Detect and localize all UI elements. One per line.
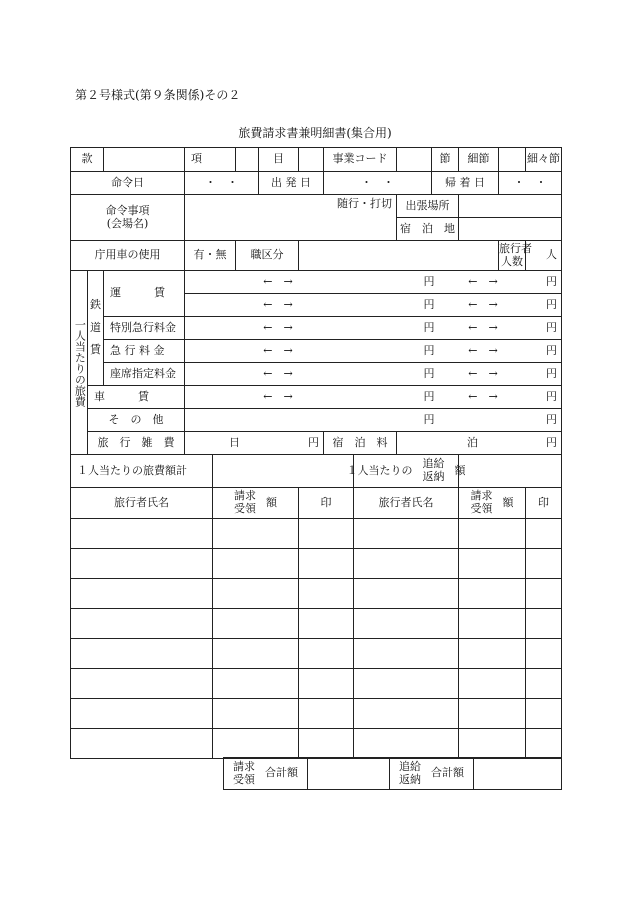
departure-field[interactable]: ・ ・ <box>324 172 432 195</box>
adjust-total-field[interactable] <box>474 758 562 790</box>
footer-totals-row <box>224 758 562 790</box>
list-header-row <box>71 488 562 519</box>
jigyo-code-field[interactable] <box>397 148 432 172</box>
setsu-label: 節 <box>432 148 459 172</box>
traveler-row <box>71 669 562 699</box>
seat-line[interactable]: ← → 円 ← → 円 <box>185 363 562 386</box>
form-reference: 第２号様式(第９条関係)その２ <box>75 88 241 102</box>
misc-label: 旅 行 雑 費 <box>88 432 185 455</box>
travelers-count-label <box>499 241 532 271</box>
footer-totals-table <box>223 757 562 790</box>
rail-label <box>88 271 104 386</box>
misc-lodging-row <box>71 432 562 455</box>
moku-label: 目 <box>259 148 299 172</box>
seat-row <box>71 363 562 386</box>
seal-header-right: 印 <box>526 488 562 519</box>
order-date-label: 命令日 <box>71 172 185 195</box>
car-fare-label: 車 賃 <box>88 386 185 409</box>
moku-field[interactable] <box>299 148 324 172</box>
express-line[interactable]: ← → 円 ← → 円 <box>185 317 562 340</box>
per-person-adjust-field[interactable] <box>459 455 562 488</box>
order-date-field[interactable]: ・ ・ <box>185 172 259 195</box>
section-field[interactable] <box>299 241 499 271</box>
lodging-place-field[interactable] <box>459 218 562 241</box>
car-fare-line[interactable]: ← → 円 ← → 円 <box>185 386 562 409</box>
order-row <box>71 195 562 218</box>
rail-char-3: 賃 <box>90 343 101 357</box>
order-matter-text: 命令事項 <box>105 203 150 217</box>
adjust-total-label: 追給 返納 合計額 <box>390 758 474 790</box>
main-form-table <box>70 147 562 759</box>
return-label: 帰 着 日 <box>432 172 499 195</box>
departure-label: 出 発 日 <box>259 172 324 195</box>
traveler-row <box>71 579 562 609</box>
venue-text: (会場名) <box>106 216 149 230</box>
other-label: そ の 他 <box>88 409 185 432</box>
return-field[interactable]: ・ ・ <box>499 172 562 195</box>
kou-field[interactable] <box>236 148 259 172</box>
car-choice[interactable]: 有・無 <box>185 241 236 271</box>
traveler-row <box>71 549 562 579</box>
order-matter-field[interactable] <box>185 195 397 241</box>
traveler-row <box>71 699 562 729</box>
dates-row <box>71 172 562 195</box>
fare-line-1[interactable]: ← → 円 ← → 円 <box>185 271 562 294</box>
car-row <box>71 241 562 271</box>
car-label: 庁用車の使用 <box>71 241 185 271</box>
form-title: 旅費請求書兼明細書(集合用) <box>238 126 392 140</box>
claim-total-field[interactable] <box>308 758 390 790</box>
per-person-total-row <box>71 455 562 488</box>
person-unit: 人 <box>526 241 562 271</box>
lodging-fee-field[interactable]: 泊 円 <box>397 432 562 455</box>
other-row <box>71 409 562 432</box>
trip-place-label: 出張場所 <box>397 195 459 218</box>
fare-line-2[interactable]: ← → 円 ← → 円 <box>185 294 562 317</box>
kou-label: 項 <box>185 148 236 172</box>
rail-char-2: 道 <box>90 320 101 334</box>
fare-label: 運 賃 <box>104 271 185 317</box>
traveler-row <box>71 519 562 549</box>
lodging-place-label: 宿 泊 地 <box>397 218 459 241</box>
express-row <box>71 317 562 340</box>
traveler-row <box>71 639 562 669</box>
name-header-right: 旅行者氏名 <box>354 488 459 519</box>
count-text: 人数 <box>501 254 523 268</box>
traveler-row <box>71 609 562 639</box>
fare-row-1 <box>71 271 562 294</box>
trip-place-field[interactable] <box>459 195 562 218</box>
claim-total-label: 請求 受領 合計額 <box>224 758 308 790</box>
order-matter-label <box>71 195 185 241</box>
express-label: 特別急行料金 <box>104 317 185 340</box>
kyuko-label: 急 行 料 金 <box>104 340 185 363</box>
car-fare-row <box>71 386 562 409</box>
misc-field[interactable]: 日 円 <box>185 432 324 455</box>
lodging-fee-label: 宿 泊 料 <box>324 432 397 455</box>
companion-label: 随行・打切 <box>337 197 392 210</box>
seat-label: 座席指定料金 <box>104 363 185 386</box>
rail-char-1: 鉄 <box>90 298 101 312</box>
budget-row <box>71 148 562 172</box>
kan-field[interactable] <box>104 148 185 172</box>
kyuko-line[interactable]: ← → 円 ← → 円 <box>185 340 562 363</box>
saisaisetsu-label: 細々節 <box>526 148 562 172</box>
claim-header-left: 請求 受領 額 <box>213 488 299 519</box>
per-person-total-field[interactable] <box>213 455 354 488</box>
name-header-left: 旅行者氏名 <box>71 488 213 519</box>
per-person-adjust-label: １人当たりの 追給 返納 額 <box>354 455 459 488</box>
travelers-text: 旅行者 <box>499 241 532 255</box>
per-person-vertical-label: 一人当たりの旅費 <box>71 271 88 455</box>
other-line[interactable]: 円 円 <box>185 409 562 432</box>
jigyo-code-label: 事業コード <box>324 148 397 172</box>
kan-label: 款 <box>71 148 104 172</box>
per-person-total-label: １人当たりの旅費額計 <box>71 455 213 488</box>
traveler-row <box>71 729 562 759</box>
section-label: 職区分 <box>236 241 299 271</box>
saisetsu-field[interactable] <box>499 148 526 172</box>
saisetsu-label: 細節 <box>459 148 499 172</box>
claim-header-right: 請求 受領 額 <box>459 488 526 519</box>
seal-header-left: 印 <box>299 488 354 519</box>
kyuko-row <box>71 340 562 363</box>
